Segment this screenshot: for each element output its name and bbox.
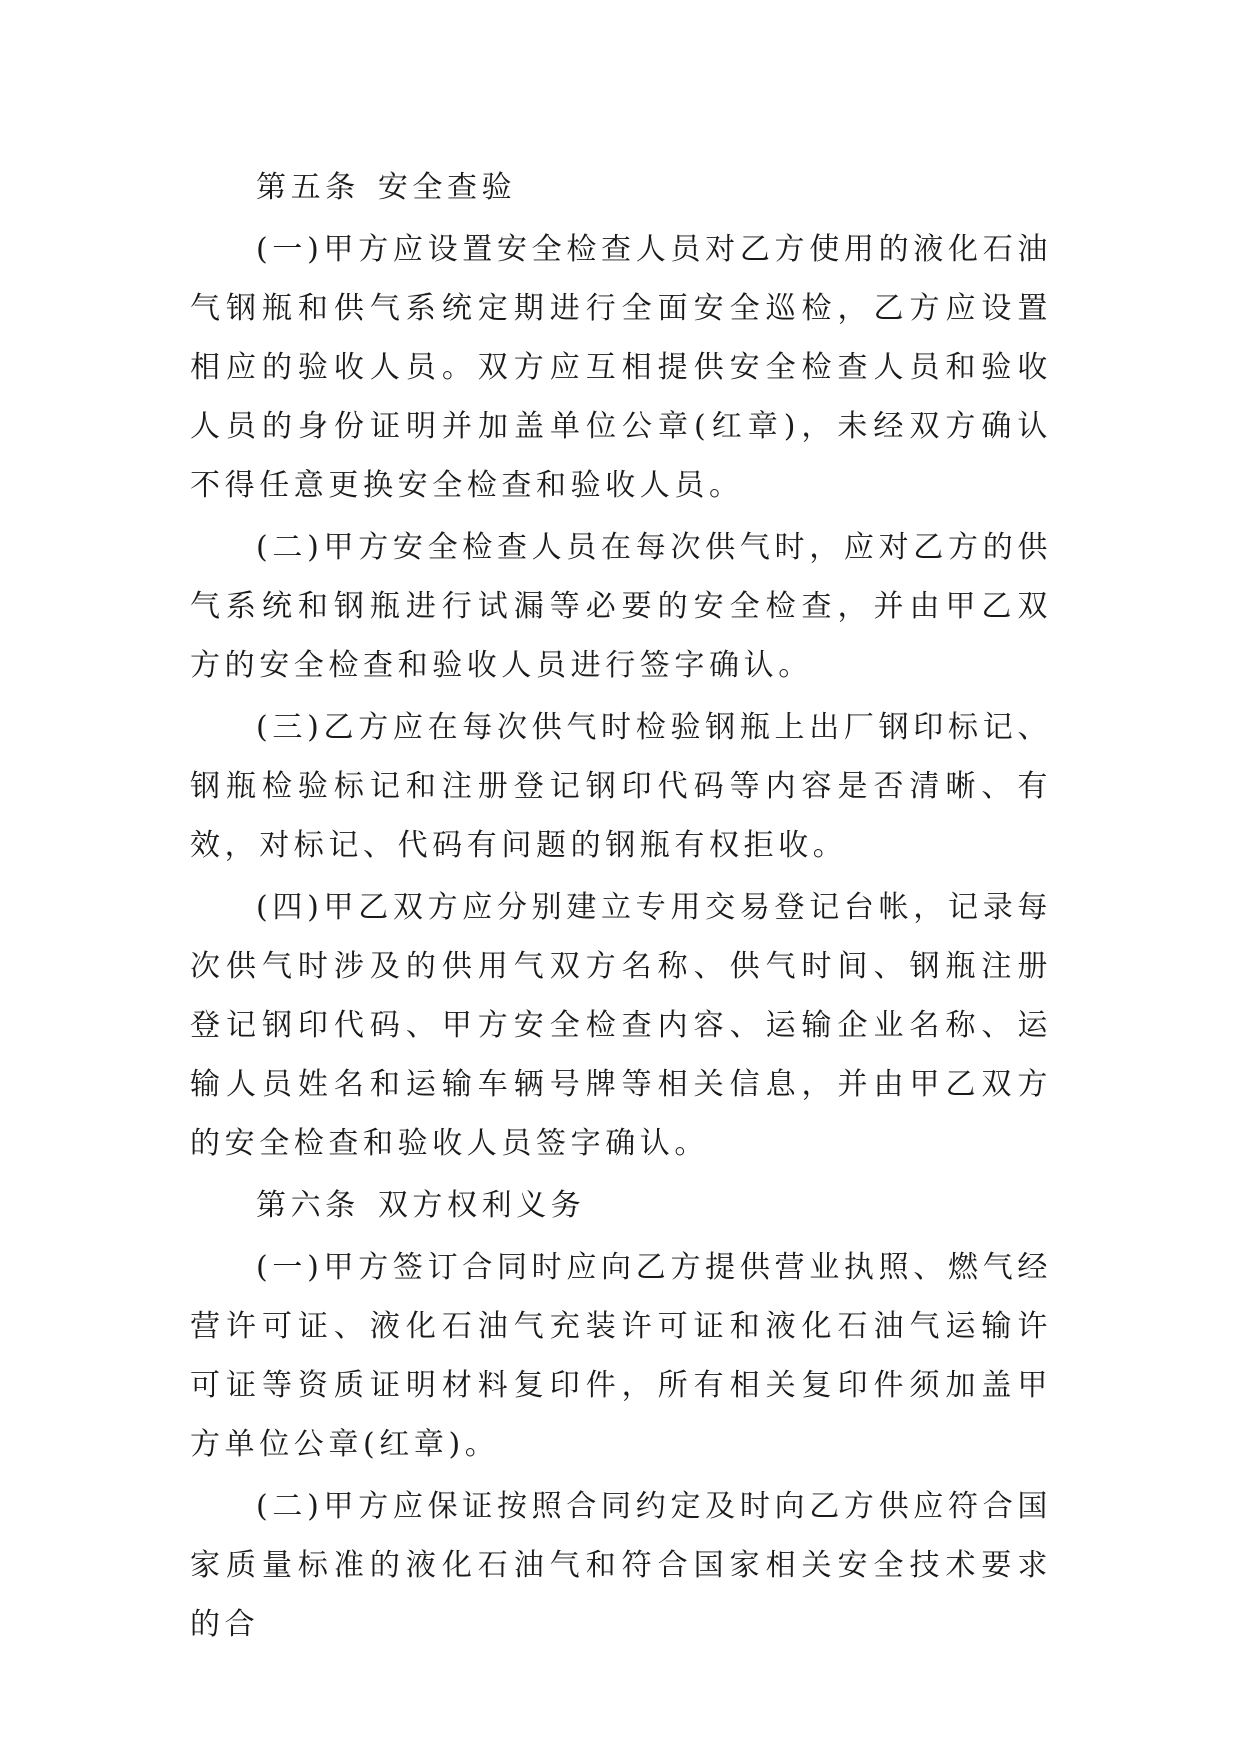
article-5-title: 安全查验 [377,170,517,205]
article-5-paragraph-3: (三)乙方应在每次供气时检验钢瓶上出厂钢印标记、钢瓶检验标记和注册登记钢印代码等内容是否清晰、有效，对标记、代码有问题的钢瓶有权拒收。 [190,710,1052,863]
article-5-paragraph-4: (四)甲乙双方应分别建立专用交易登记台帐，记录每次供气时涉及的供用气双方名称、供气时间、钢瓶注册登记钢印代码、甲方安全检查内容、运输企业名称、运输人员姓名和运输车辆号牌等相关信息，并由甲乙双方的安全检查和验收人员签字确认。 [190,890,1052,1161]
document-page [190,158,1052,1657]
article-6-number: 第六条 [256,1188,360,1223]
article-6-paragraph-2: (二)甲方应保证按照合同约定及时向乙方供应符合国家质量标准的液化石油气和符合国家相关安全技术要求的合 [190,1489,1052,1642]
article-6-heading [190,1176,1052,1235]
article-5-paragraph-2: (二)甲方安全检查人员在每次供气时，应对乙方的供气系统和钢瓶进行试漏等必要的安全检查，并由甲乙双方的安全检查和验收人员进行签字确认。 [190,530,1052,683]
article-5-number: 第五条 [256,170,360,205]
article-5-paragraph-1: (一)甲方应设置安全检查人员对乙方使用的液化石油气钢瓶和供气系统定期进行全面安全巡检，乙方应设置相应的验收人员。双方应互相提供安全检查人员和验收人员的身份证明并加盖单位公章(红章)，未经双方确认不得任意更换安全检查和验收人员。 [190,232,1052,503]
article-6-title: 双方权利义务 [377,1188,586,1223]
article-6-paragraph-1: (一)甲方签订合同时应向乙方提供营业执照、燃气经营许可证、液化石油气充装许可证和液化石油气运输许可证等资质证明材料复印件，所有相关复印件须加盖甲方单位公章(红章)。 [190,1250,1052,1462]
article-5-heading [190,158,1052,217]
